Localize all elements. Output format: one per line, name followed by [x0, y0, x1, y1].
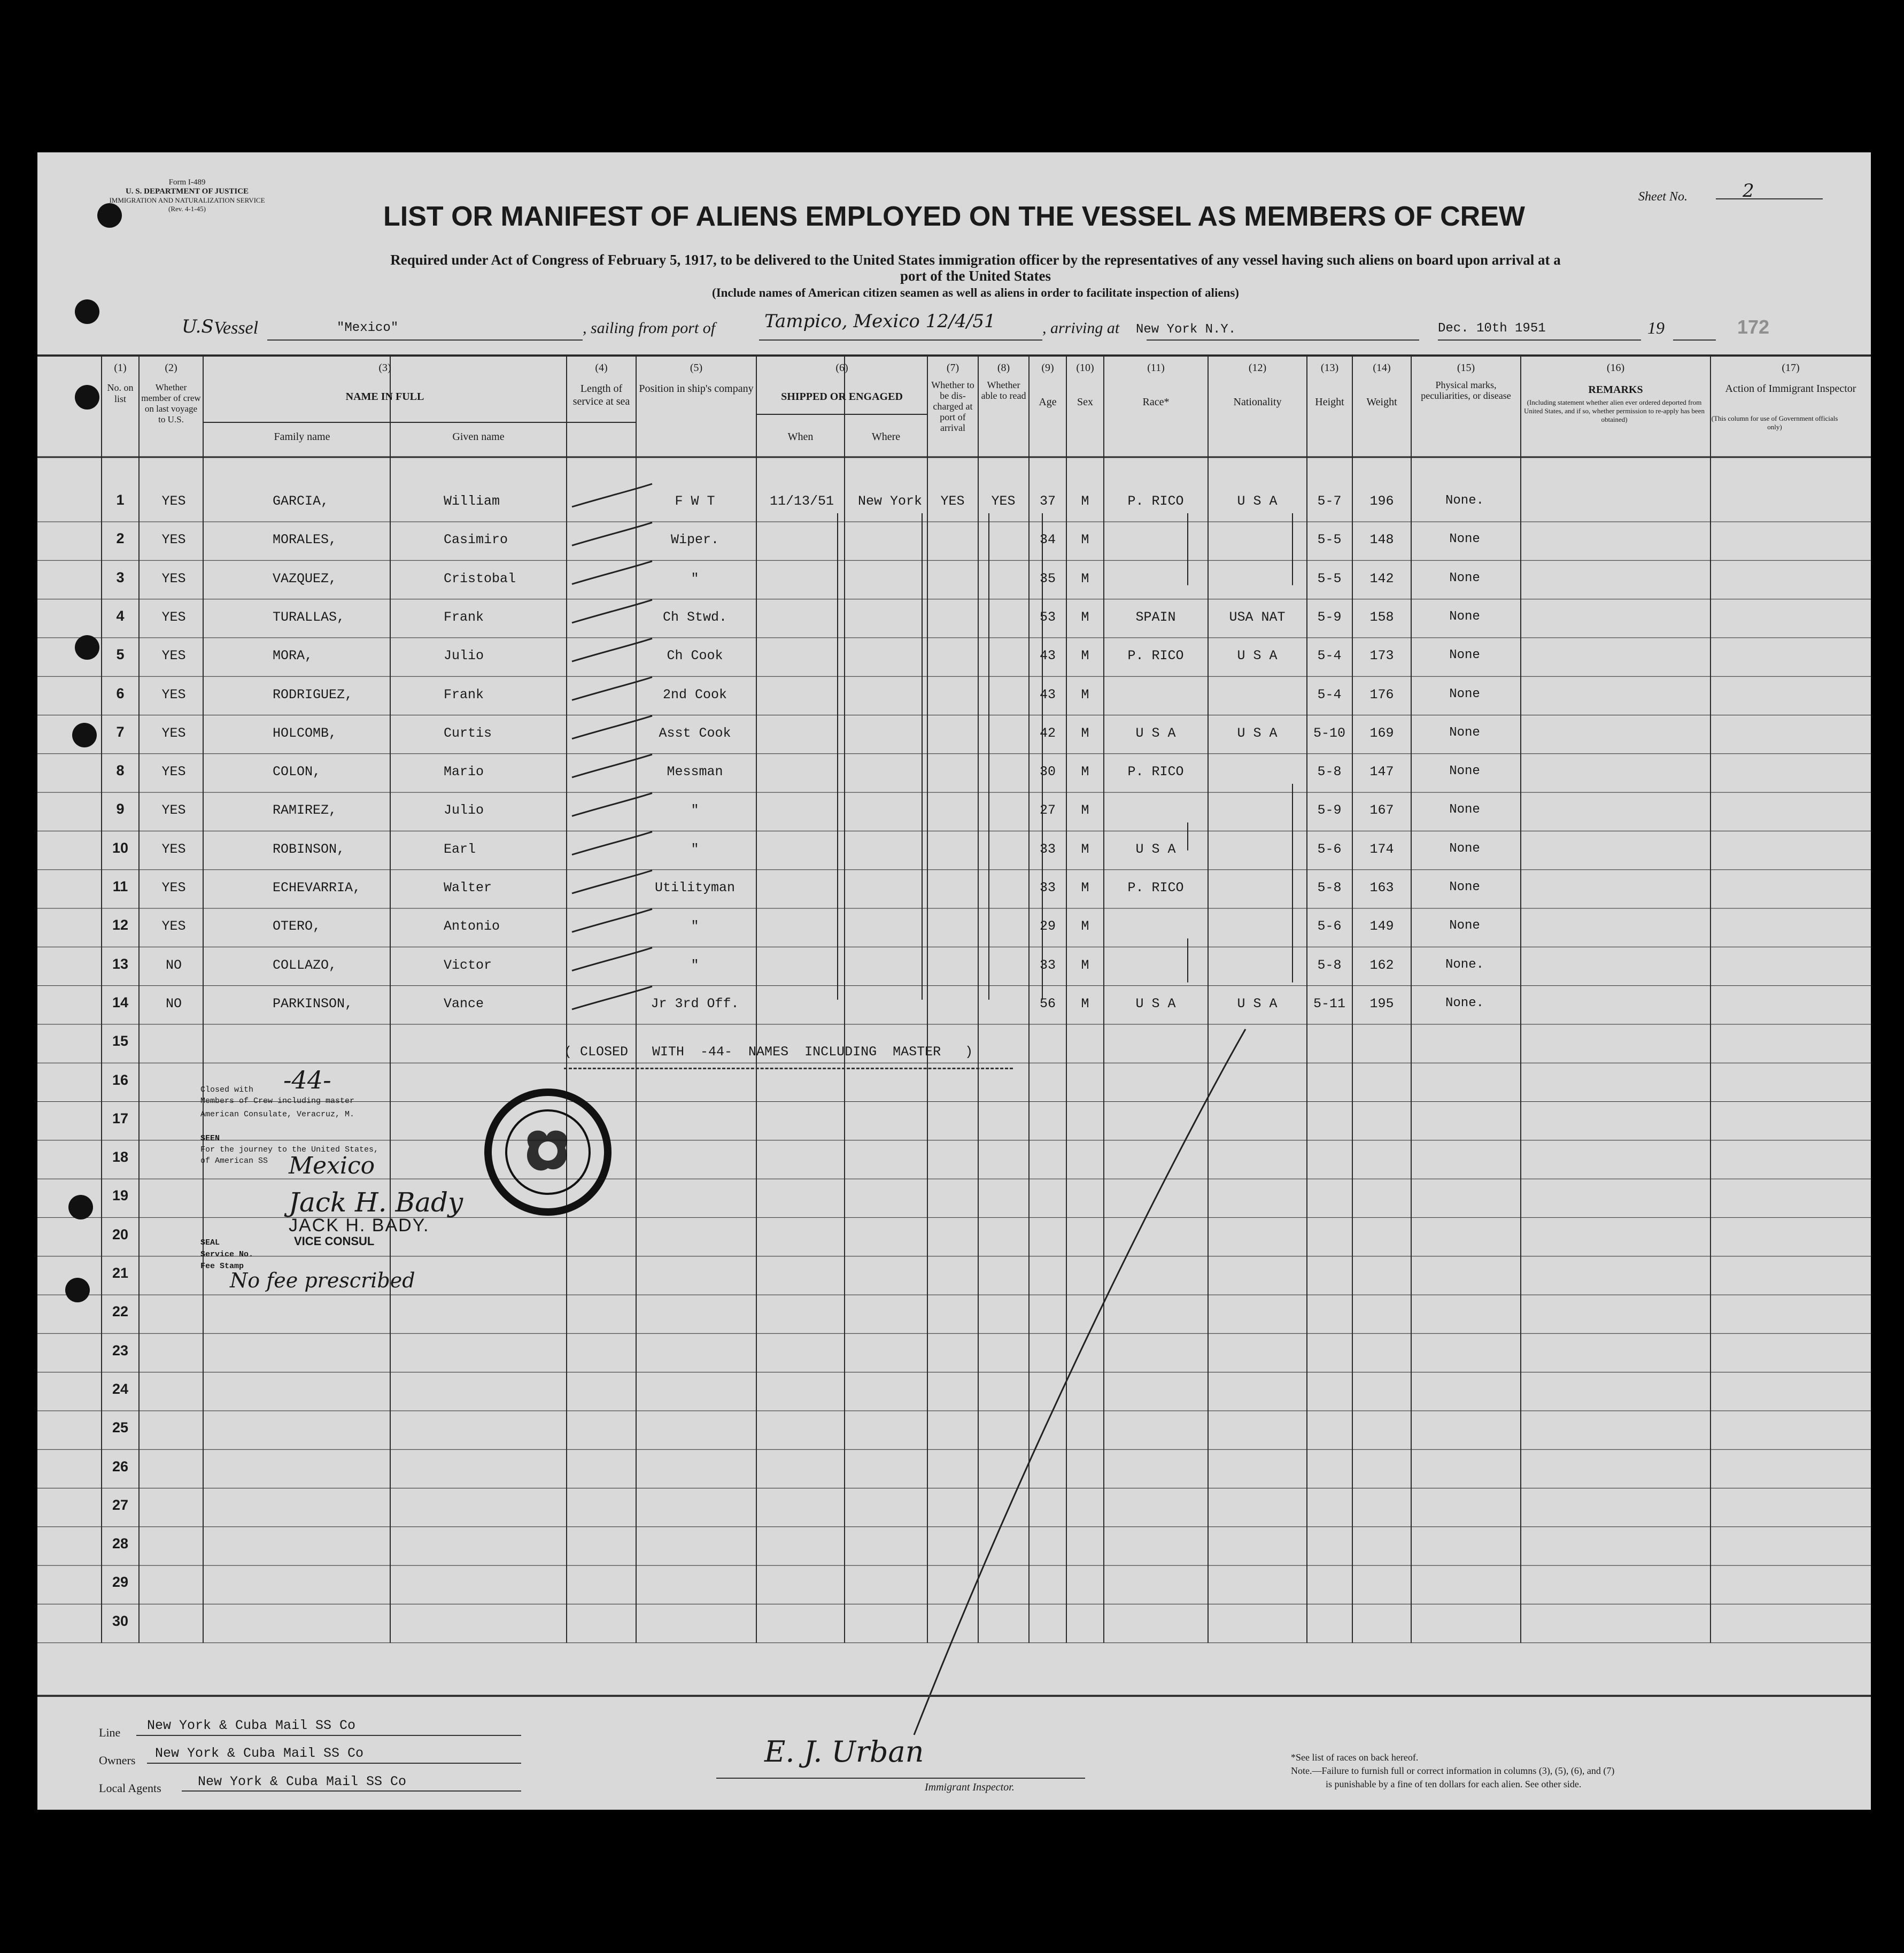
vessel-label: Vessel — [214, 318, 259, 338]
cell-race: P. RICO — [1127, 880, 1184, 896]
row-number: 3 — [116, 569, 125, 585]
cell-given: Curtis — [444, 725, 492, 741]
cell-prev: YES — [161, 570, 186, 586]
cell-family: GARCIA, — [273, 493, 329, 509]
cell-family: RODRIGUEZ, — [273, 686, 353, 703]
column-header: Position in ship's company — [639, 383, 754, 395]
remarks-note: (Including statement whether alien ever ordered deported from United States, and if so, whether permission to re-apply has been obtained) — [1524, 398, 1705, 423]
cell-position: Wiper. — [670, 532, 719, 548]
cell-given: Earl — [444, 841, 476, 857]
column-number: (10) — [1076, 362, 1094, 374]
cell-sex: M — [1081, 609, 1089, 625]
of-american-label: of American SS — [200, 1156, 268, 1165]
cell-sex: M — [1081, 570, 1089, 586]
cell-given: Walter — [444, 880, 492, 896]
cell-weight: 176 — [1369, 686, 1394, 703]
agents-value: New York & Cuba Mail SS Co — [198, 1774, 407, 1789]
cell-weight: 163 — [1369, 880, 1394, 896]
row-number: 29 — [112, 1574, 129, 1591]
cell-race: U S A — [1135, 995, 1176, 1012]
row-number: 15 — [112, 1033, 129, 1049]
column-header: Action of Immigrant Inspector — [1725, 383, 1856, 395]
form-subtitle-note: (Include names of American citizen seamen as well as aliens in order to facilitate inspection of aliens) — [712, 286, 1239, 299]
cell-height: 5-5 — [1317, 532, 1342, 548]
binder-hole — [75, 385, 99, 410]
cell-prev: YES — [161, 725, 186, 741]
cell-age: 42 — [1039, 725, 1056, 741]
cell-race: P. RICO — [1127, 764, 1184, 780]
column-header: Sex — [1077, 396, 1093, 408]
manifest-sheet — [37, 152, 1871, 1810]
cell-height: 5-5 — [1317, 570, 1342, 586]
column-number: (1) — [114, 362, 127, 374]
cell-family: COLON, — [273, 764, 321, 780]
row-number: 27 — [112, 1496, 129, 1513]
column-number: (9) — [1041, 362, 1054, 374]
cell-family: TURALLAS, — [273, 609, 345, 625]
seen-label: SEEN — [200, 1134, 220, 1143]
row-number: 6 — [116, 685, 125, 701]
row-number: 24 — [112, 1380, 129, 1397]
arriving-label: , arriving at — [1042, 319, 1120, 337]
family-name-header: Family name — [274, 431, 330, 443]
cell-age: 53 — [1039, 609, 1056, 625]
column-number: (8) — [997, 362, 1010, 374]
cell-position: " — [691, 570, 699, 586]
consul-title: VICE CONSUL — [294, 1234, 375, 1248]
arrival-date: Dec. 10th 1951 — [1438, 321, 1546, 336]
cell-marks: None. — [1445, 493, 1484, 508]
cell-position: " — [691, 802, 699, 819]
cell-age: 33 — [1039, 957, 1056, 973]
cell-age: 56 — [1039, 995, 1056, 1012]
cell-height: 5-7 — [1317, 493, 1342, 509]
row-number: 14 — [112, 994, 129, 1010]
cell-sex: M — [1081, 686, 1089, 703]
cell-marks: None — [1449, 570, 1480, 585]
cell-prev: NO — [165, 957, 182, 973]
inspector-underline — [716, 1778, 1085, 1779]
cell-prev: YES — [161, 686, 186, 703]
cell-marks: None — [1449, 648, 1480, 663]
cell-position: Ch Cook — [667, 648, 723, 664]
cell-prev: YES — [161, 918, 186, 935]
cell-position: 2nd Cook — [662, 686, 727, 703]
cell-height: 5-6 — [1317, 841, 1342, 857]
cell-prev: YES — [161, 532, 186, 548]
cell-weight: 142 — [1369, 570, 1394, 586]
cell-height: 5-4 — [1317, 648, 1342, 664]
cell-sex: M — [1081, 841, 1089, 857]
row-number: 13 — [112, 955, 129, 972]
column-number: (6) — [835, 362, 848, 374]
cell-sex: M — [1081, 532, 1089, 548]
cell-prev: YES — [161, 493, 186, 509]
members-label: Members of Crew including master — [200, 1097, 355, 1106]
cell-sex: M — [1081, 957, 1089, 973]
cell-weight: 162 — [1369, 957, 1394, 973]
row-number: 21 — [112, 1265, 129, 1281]
column-header: Whether member of crew on last voyage to U.S. — [141, 382, 201, 424]
cell-nat: U S A — [1237, 648, 1278, 664]
row-number: 1 — [116, 492, 125, 508]
cell-height: 5-8 — [1317, 957, 1342, 973]
cell-weight: 147 — [1369, 764, 1394, 780]
closing-line: ( CLOSED WITH -44- NAMES INCLUDING MASTER ) — [564, 1044, 973, 1060]
cell-given: Victor — [444, 957, 492, 973]
stamp-number: 172 — [1737, 316, 1770, 338]
cell-marks: None — [1449, 802, 1480, 817]
column-number: (17) — [1782, 362, 1800, 374]
cell-sex: M — [1081, 648, 1089, 664]
cell-read: YES — [991, 493, 1016, 509]
column-header: Whether able to read — [981, 380, 1026, 401]
row-number: 25 — [112, 1419, 129, 1436]
agents-underline — [182, 1790, 521, 1792]
cell-age: 43 — [1039, 686, 1056, 703]
owners-underline — [147, 1763, 521, 1764]
cell-given: Julio — [444, 802, 484, 819]
cell-position: " — [691, 957, 699, 973]
cell-age: 33 — [1039, 880, 1056, 896]
where-header: Where — [871, 431, 901, 443]
cell-position: F W T — [675, 493, 715, 509]
cell-marks: None — [1449, 880, 1480, 894]
column-number: (3) — [378, 362, 391, 374]
column-number: (7) — [946, 362, 959, 374]
cell-weight: 149 — [1369, 918, 1394, 935]
cell-height: 5-8 — [1317, 764, 1342, 780]
cell-family: ROBINSON, — [273, 841, 345, 857]
form-number: Form I-489 — [168, 178, 206, 187]
fee-stamp-label: Fee Stamp — [200, 1262, 244, 1271]
owners-label: Owners — [99, 1754, 136, 1767]
cell-race: P. RICO — [1127, 648, 1184, 664]
form-subtitle-2: port of the United States — [900, 268, 1051, 284]
year-suffix: 19 — [1647, 318, 1665, 337]
cell-prev: YES — [161, 802, 186, 819]
cell-weight: 196 — [1369, 493, 1394, 509]
cell-position: Ch Stwd. — [662, 609, 727, 625]
column-header: Length of service at sea — [572, 383, 630, 407]
owners-value: New York & Cuba Mail SS Co — [155, 1746, 364, 1761]
row-number: 4 — [116, 607, 125, 624]
footer-note-3: is punishable by a fine of ten dollars for each alien. See other side. — [1326, 1779, 1582, 1789]
row-number: 19 — [112, 1187, 129, 1204]
row-number: 11 — [112, 878, 128, 894]
form-department: U. S. DEPARTMENT OF JUSTICE — [125, 187, 249, 196]
sheet-label: Sheet No. — [1638, 190, 1688, 204]
when-header: When — [787, 431, 814, 443]
ship-name-handwritten: Mexico — [289, 1152, 375, 1179]
cell-given: Frank — [444, 686, 484, 703]
seal-label: SEAL — [200, 1238, 220, 1247]
row-number: 18 — [112, 1149, 129, 1165]
cell-age: 33 — [1039, 841, 1056, 857]
row-number: 28 — [112, 1535, 129, 1552]
row-number: 23 — [112, 1342, 129, 1358]
cell-nat: U S A — [1237, 725, 1278, 741]
cell-weight: 174 — [1369, 841, 1394, 857]
cell-age: 29 — [1039, 918, 1056, 935]
arriving-port: New York N.Y. — [1136, 322, 1236, 337]
sheet-number: 2 — [1743, 180, 1754, 202]
cell-given: William — [444, 493, 500, 509]
cell-given: Frank — [444, 609, 484, 625]
agents-label: Local Agents — [99, 1781, 161, 1795]
column-number: (4) — [595, 362, 608, 374]
column-number: (14) — [1373, 362, 1391, 374]
cell-height: 5-4 — [1317, 686, 1342, 703]
cell-age: 27 — [1039, 802, 1056, 819]
column-header: REMARKS — [1588, 384, 1643, 396]
column-header: Whether to be dis-charged at port of arrival — [931, 380, 974, 433]
column-number: (12) — [1248, 362, 1267, 374]
cell-given: Antonio — [444, 918, 500, 935]
cell-weight: 195 — [1369, 995, 1394, 1012]
binder-hole — [97, 203, 122, 228]
column-header: Age — [1039, 396, 1057, 408]
cell-marks: None. — [1445, 995, 1484, 1010]
cell-weight: 173 — [1369, 648, 1394, 664]
cell-position: " — [691, 918, 699, 935]
line-value: New York & Cuba Mail SS Co — [147, 1718, 356, 1733]
cell-prev: YES — [161, 880, 186, 896]
cell-weight: 167 — [1369, 802, 1394, 819]
cell-sex: M — [1081, 493, 1089, 509]
cell-race: P. RICO — [1127, 493, 1184, 509]
cell-sex: M — [1081, 764, 1089, 780]
cell-marks: None — [1449, 918, 1480, 933]
cell-position: Asst Cook — [659, 725, 731, 741]
row-number: 17 — [112, 1110, 129, 1126]
action-note: (This column for use of Government officials only) — [1711, 414, 1838, 431]
row-number: 26 — [112, 1458, 129, 1475]
cell-height: 5-9 — [1317, 802, 1342, 819]
footer-rule — [37, 1695, 1871, 1697]
cell-prev: YES — [161, 648, 186, 664]
consul-typed-name: JACK H. BADY. — [289, 1215, 430, 1236]
cell-family: MORA, — [273, 648, 313, 664]
cell-where: New York — [857, 493, 923, 509]
cell-height: 5-11 — [1313, 995, 1345, 1012]
row-number: 22 — [112, 1303, 129, 1320]
binder-hole — [65, 1278, 90, 1302]
column-number: (13) — [1320, 362, 1339, 374]
binder-hole — [68, 1195, 93, 1219]
column-number: (5) — [690, 362, 703, 374]
cell-position: " — [691, 841, 699, 857]
inspector-signature: E. J. Urban — [764, 1735, 924, 1769]
consulate-label: American Consulate, Veracruz, M. — [200, 1110, 355, 1119]
cell-age: 43 — [1039, 648, 1056, 664]
row-number: 10 — [112, 839, 129, 856]
column-header: SHIPPED OR ENGAGED — [781, 391, 903, 403]
cell-sex: M — [1081, 995, 1089, 1012]
consular-seal — [484, 1088, 612, 1216]
footer-note-1: *See list of races on back hereof. — [1291, 1752, 1419, 1763]
cell-family: ECHEVARRIA, — [273, 880, 361, 896]
column-number: (2) — [165, 362, 177, 374]
form-service: IMMIGRATION AND NATURALIZATION SERVICE — [109, 196, 265, 204]
cell-prev: YES — [161, 841, 186, 857]
cell-disch: YES — [940, 493, 965, 509]
cell-given: Julio — [444, 648, 484, 664]
cell-marks: None — [1449, 609, 1480, 624]
vessel-prefix: U.S — [182, 316, 214, 337]
cell-sex: M — [1081, 918, 1089, 935]
cell-height: 5-9 — [1317, 609, 1342, 625]
row-number: 7 — [116, 723, 125, 740]
footer-note-2: Note.—Failure to furnish full or correct information in columns (3), (5), (6), and (7) — [1291, 1765, 1615, 1776]
closed-count: -44- — [283, 1066, 331, 1094]
cell-given: Vance — [444, 995, 484, 1012]
column-header: Race* — [1142, 396, 1170, 408]
inspector-label: Immigrant Inspector. — [925, 1781, 1015, 1793]
cell-race: SPAIN — [1135, 609, 1176, 625]
cell-given: Mario — [444, 764, 484, 780]
closed-with-label: Closed with — [200, 1085, 254, 1094]
column-header: Nationality — [1233, 396, 1282, 408]
cell-age: 34 — [1039, 532, 1056, 548]
row-number: 20 — [112, 1226, 129, 1242]
cell-given: Cristobal — [444, 570, 516, 586]
consul-signature: Jack H. Bady — [289, 1187, 463, 1218]
column-header: NAME IN FULL — [345, 391, 424, 403]
journey-label: For the journey to the United States, — [200, 1145, 379, 1154]
vessel-name: "Mexico" — [337, 321, 399, 335]
form-revision: (Rev. 4-1-45) — [168, 205, 206, 213]
cell-sex: M — [1081, 880, 1089, 896]
form-subtitle-1: Required under Act of Congress of February 5, 1917, to be delivered to the United States immigration officer by the representatives of any vessel having such aliens on board upon arrival at a — [390, 252, 1561, 268]
column-header: Height — [1315, 396, 1344, 408]
column-header: Weight — [1366, 396, 1397, 408]
cell-marks: None — [1449, 764, 1480, 779]
cell-given: Casimiro — [444, 532, 508, 548]
row-number: 5 — [116, 646, 125, 663]
row-number: 9 — [116, 801, 125, 817]
row-number: 8 — [116, 762, 125, 779]
cell-age: 35 — [1039, 570, 1056, 586]
line-label: Line — [99, 1726, 121, 1739]
sailing-port: Tampico, Mexico 12/4/51 — [764, 311, 996, 332]
cell-marks: None — [1449, 725, 1480, 740]
cell-family: HOLCOMB, — [273, 725, 337, 741]
line-underline — [136, 1735, 521, 1736]
fee-note: No fee prescribed — [230, 1269, 415, 1292]
row-number: 12 — [112, 917, 129, 933]
cell-nat: U S A — [1237, 493, 1278, 509]
binder-hole — [75, 635, 99, 660]
cell-height: 5-10 — [1313, 725, 1345, 741]
cell-marks: None — [1449, 841, 1480, 856]
cell-age: 30 — [1039, 764, 1056, 780]
cell-nat: USA NAT — [1229, 609, 1286, 625]
row-number: 2 — [116, 530, 125, 547]
cell-weight: 148 — [1369, 532, 1394, 548]
cell-family: MORALES, — [273, 532, 337, 548]
cell-family: PARKINSON, — [273, 995, 353, 1012]
cell-sex: M — [1081, 725, 1089, 741]
cell-age: 37 — [1039, 493, 1056, 509]
row-number: 30 — [112, 1612, 129, 1629]
sailing-label: , sailing from port of — [583, 319, 716, 337]
cell-position: Jr 3rd Off. — [651, 995, 739, 1012]
cell-weight: 158 — [1369, 609, 1394, 625]
given-name-header: Given name — [452, 431, 505, 443]
cell-race: U S A — [1135, 841, 1176, 857]
cell-marks: None — [1449, 686, 1480, 701]
column-number: (16) — [1606, 362, 1625, 374]
column-header: No. on list — [107, 382, 134, 404]
column-number: (11) — [1147, 362, 1165, 374]
cell-marks: None — [1449, 532, 1480, 547]
cell-sex: M — [1081, 802, 1089, 819]
cell-family: COLLAZO, — [273, 957, 337, 973]
binder-hole — [72, 723, 97, 747]
cell-weight: 169 — [1369, 725, 1394, 741]
cell-position: Utilityman — [654, 880, 736, 896]
cell-prev: YES — [161, 609, 186, 625]
column-header: Physical marks, peculiarities, or disease — [1421, 380, 1511, 401]
cell-position: Messman — [667, 764, 723, 780]
cell-nat: U S A — [1237, 995, 1278, 1012]
cell-family: RAMIREZ, — [273, 802, 337, 819]
closing-underline — [564, 1068, 1013, 1069]
cell-height: 5-6 — [1317, 918, 1342, 935]
handwritten-marks — [37, 152, 1871, 1810]
cell-height: 5-8 — [1317, 880, 1342, 896]
form-title: LIST OR MANIFEST OF ALIENS EMPLOYED ON THE VESSEL AS MEMBERS OF CREW — [383, 201, 1525, 232]
cell-when: 11/13/51 — [769, 493, 834, 509]
service-no-label: Service No. — [200, 1250, 254, 1259]
cell-family: VAZQUEZ, — [273, 570, 337, 586]
row-number: 16 — [112, 1071, 129, 1088]
cell-race: U S A — [1135, 725, 1176, 741]
cell-prev: NO — [165, 995, 182, 1012]
binder-hole — [75, 299, 99, 324]
cell-marks: None. — [1445, 957, 1484, 972]
cell-prev: YES — [161, 764, 186, 780]
column-number: (15) — [1457, 362, 1475, 374]
cell-family: OTERO, — [273, 918, 321, 935]
